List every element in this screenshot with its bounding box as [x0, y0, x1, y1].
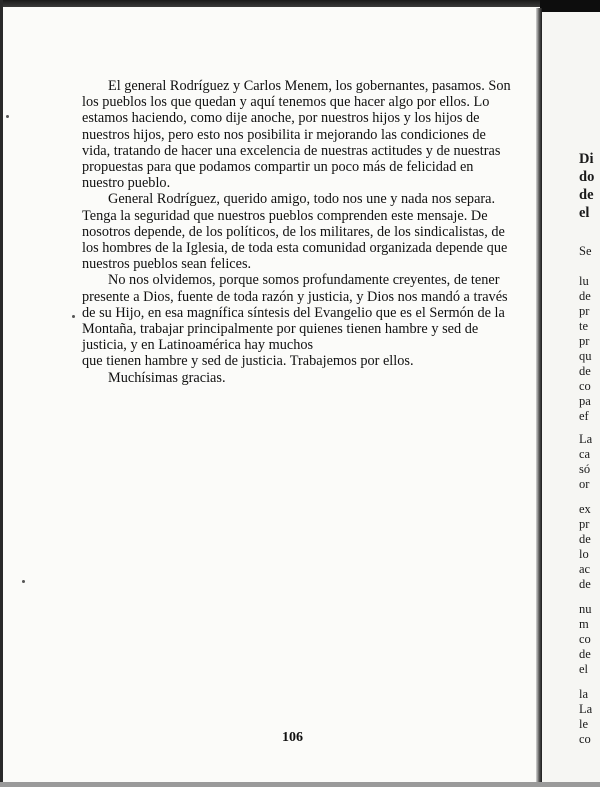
scan-speck — [6, 115, 9, 118]
facing-line-fragment: pr — [579, 517, 590, 531]
facing-line-fragment: or — [579, 477, 590, 491]
paragraph: Muchísimas gracias. — [108, 369, 226, 386]
scan-border-top — [0, 0, 548, 7]
facing-line-fragment: ef — [579, 409, 589, 423]
facing-heading-fragment: do — [579, 169, 595, 185]
facing-line-fragment: só — [579, 462, 591, 476]
facing-line-fragment: ac — [579, 562, 591, 576]
facing-line-fragment: le — [579, 717, 589, 731]
scan-border-left — [0, 0, 3, 787]
facing-line-fragment: de — [579, 532, 591, 546]
facing-heading-fragment: de — [579, 187, 594, 203]
facing-line-fragment: pa — [579, 394, 591, 408]
facing-line-fragment: co — [579, 632, 591, 646]
scan-speck — [22, 580, 25, 583]
facing-line-fragment: La — [579, 702, 593, 716]
facing-line-fragment: nu — [579, 602, 592, 616]
paragraph: El general Rodríguez y Carlos Menem, los gobernantes, pasamos. Son los pueblos los que quedan y aquí tenemos que hacer algo por ellos. Lo estamos haciendo, como dije anoche, por nuestros hijos y los hijos de nuestros hijos, pero esto nos posibilita ir mejorando las condiciones de vida, tratando de hacer una excelencia de nuestras actitudes y de nuestras propuestas para que podamos compartir un poco más de felicidad en nuestro pueblo. — [82, 78, 511, 192]
facing-heading-fragment: Di — [579, 151, 594, 167]
facing-line-fragment: m — [579, 617, 589, 631]
facing-line-fragment: co — [579, 379, 591, 393]
facing-line-fragment: pr — [579, 304, 590, 318]
facing-heading-fragment: el — [579, 205, 590, 221]
facing-line-fragment: de — [579, 647, 591, 661]
facing-line-fragment: de — [579, 364, 591, 378]
facing-line-fragment: lo — [579, 547, 589, 561]
facing-line-fragment: el — [579, 662, 589, 676]
paragraph: No nos olvidemos, porque somos profundamente creyentes, de tener presente a Dios, fuente de toda razón y justicia, y Dios nos mandó a través de su Hijo, en esa magnífica síntesis del Evangelio que es el Sermón de la Montaña, trabajar principalmente por quienes tienen hambre y sed de justicia, y en Latinoamérica hay muchos — [82, 272, 508, 354]
body-text — [82, 78, 512, 386]
facing-line-fragment: la — [579, 687, 589, 701]
scan-speck — [72, 315, 75, 318]
facing-line-fragment: ca — [579, 447, 591, 461]
facing-line-fragment: de — [579, 289, 591, 303]
facing-page — [542, 12, 600, 787]
facing-line-fragment: lu — [579, 274, 589, 288]
facing-line-fragment: ex — [579, 502, 591, 516]
paragraph: que tienen hambre y sed de justicia. Trabajemos por ellos. — [82, 353, 414, 370]
facing-line-fragment: La — [579, 432, 593, 446]
facing-line-fragment: de — [579, 577, 591, 591]
page-number: 106 — [282, 730, 303, 745]
facing-line-fragment: qu — [579, 349, 592, 363]
scan-border-bottom — [0, 782, 600, 787]
paragraph: General Rodríguez, querido amigo, todo nos une y nada nos separa. Tenga la seguridad que nuestros pueblos comprenden este mensaje. De nosotros depende, de los políticos, de los militares, de los sindicalistas, de los hombres de la Iglesia, de toda esta comunidad organizada depende que nuestros pueblos sean felices. — [82, 191, 508, 273]
facing-line-fragment: pr — [579, 334, 590, 348]
facing-line-fragment: Se — [579, 244, 592, 258]
facing-line-fragment: co — [579, 732, 591, 746]
facing-line-fragment: te — [579, 319, 589, 333]
